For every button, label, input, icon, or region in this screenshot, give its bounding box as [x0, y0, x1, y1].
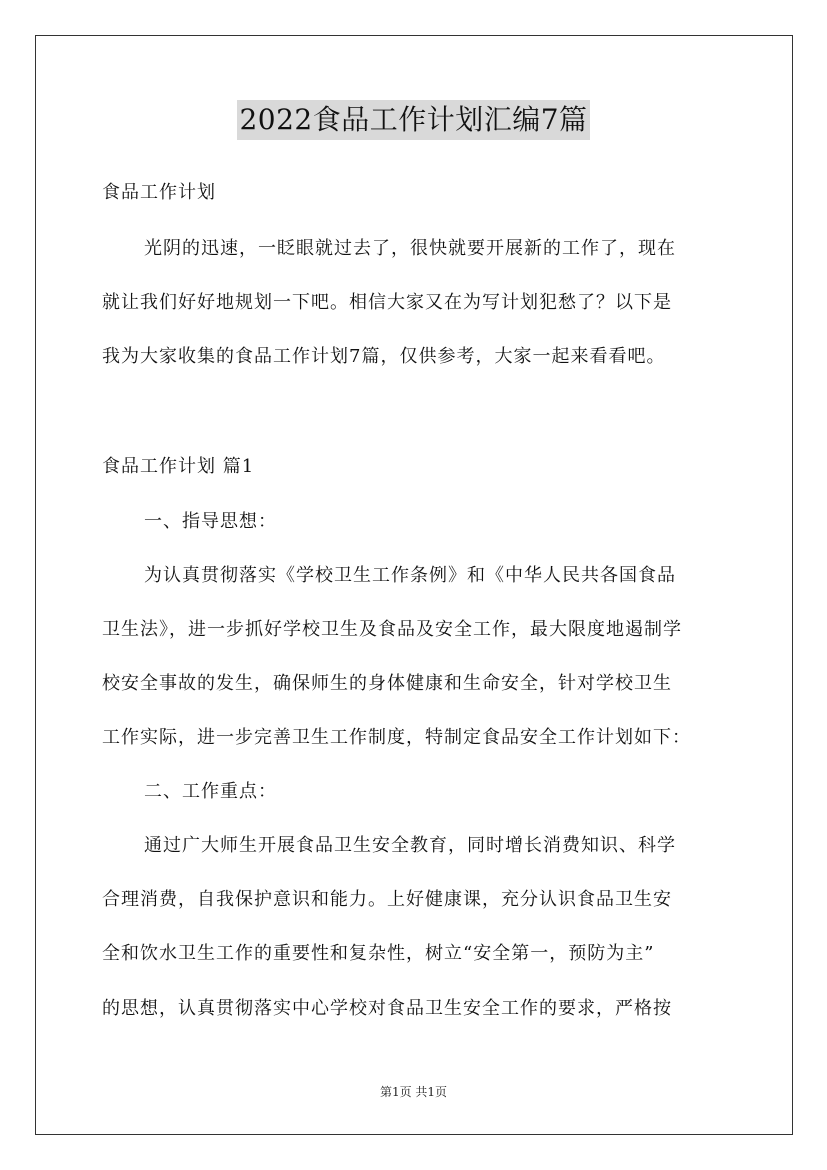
paragraph-line: 卫生法》，进一步抓好学校卫生及食品及安全工作，最大限度地遏制学: [102, 619, 682, 640]
paragraph-line: 通过广大师生开展食品卫生安全教育，同时增长消费知识、科学: [144, 835, 676, 856]
document-title: 2022食品工作计划汇编7篇: [237, 100, 589, 140]
paragraph-line: 就让我们好好地规划一下吧。相信大家又在为写计划犯愁了？以下是: [102, 292, 672, 313]
paragraph-line: 校安全事故的发生，确保师生的身体健康和生命安全，针对学校卫生: [102, 673, 672, 694]
paragraph-line: 全和饮水卫生工作的重要性和复杂性，树立“安全第一，预防为主”: [102, 943, 655, 964]
paragraph-line: 我为大家收集的食品工作计划7篇，仅供参考，大家一起来看看吧。: [102, 346, 666, 367]
paragraph-line: 的思想，认真贯彻落实中心学校对食品卫生安全工作的要求，严格按: [102, 998, 672, 1019]
title-container: [0, 100, 827, 140]
paragraph-line: 为认真贯彻落实《学校卫生工作条例》和《中华人民共各国食品: [144, 565, 676, 586]
section-heading: 食品工作计划 篇1: [102, 456, 255, 477]
section-heading: 食品工作计划: [102, 182, 216, 203]
paragraph-line: 工作实际，进一步完善卫生工作制度，特制定食品安全工作计划如下：: [102, 727, 691, 748]
paragraph-line: 合理消费，自我保护意识和能力。上好健康课，充分认识食品卫生安: [102, 889, 672, 910]
paragraph-line: 光阴的迅速，一眨眼就过去了，很快就要开展新的工作了，现在: [144, 238, 676, 259]
page-footer: 第1页 共1页: [379, 1085, 448, 1099]
subheading: 二、工作重点：: [144, 781, 277, 802]
subheading: 一、指导思想：: [144, 511, 277, 532]
